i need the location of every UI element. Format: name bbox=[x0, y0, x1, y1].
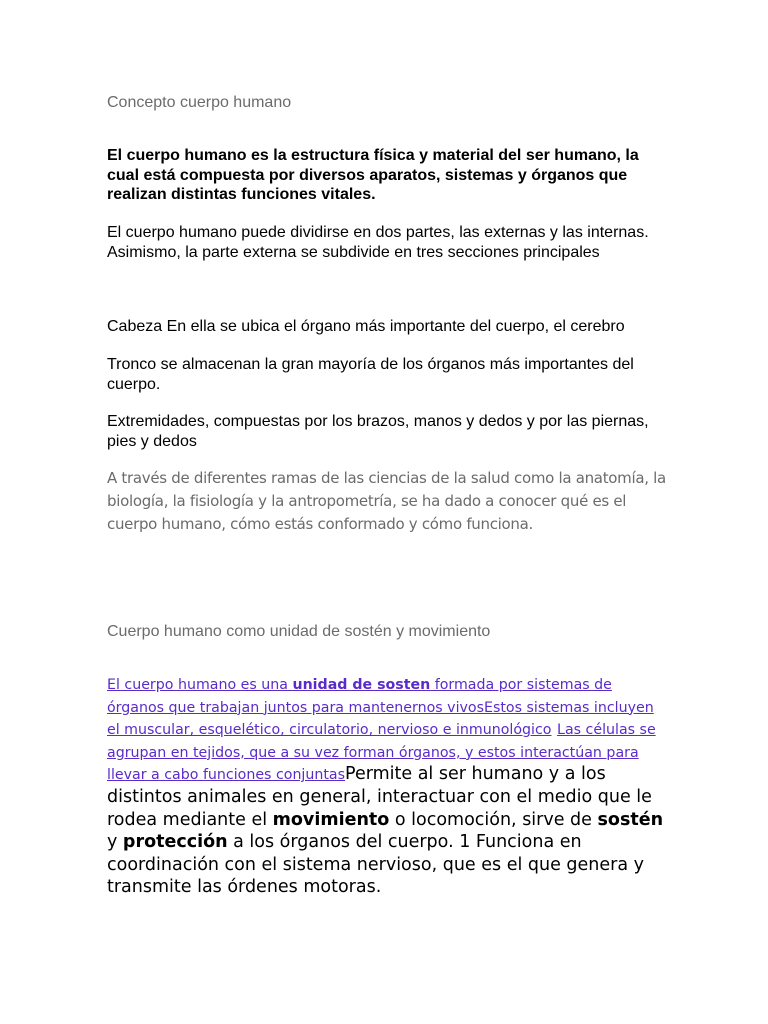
body-bold-sosten: sostén bbox=[597, 809, 664, 830]
sosten-movimiento-paragraph bbox=[107, 673, 667, 899]
body-text-a: Permite al ser humano y a los distintos animales en general, interactuar con el medio que le rodea mediante el bbox=[107, 764, 652, 830]
division-paragraph: El cuerpo humano puede dividirse en dos partes, las externas y las internas. Asimismo, la parte externa se subdivide en tres secciones principales bbox=[107, 224, 649, 261]
link-unidad-sosten-text-c: formada por sistemas de órganos que trabajan juntos para mantenernos vivos bbox=[107, 677, 612, 716]
ciencias-paragraph: A través de diferentes ramas de las ciencias de la salud como la anatomía, la biología, la fisiología y la antropometría, se ha dado a conocer qué es el cuerpo humano, cómo estás conformado y cómo funciona. bbox=[107, 469, 666, 533]
section-heading-sosten: Cuerpo humano como unidad de sostén y movimiento bbox=[107, 623, 491, 640]
link-sistemas[interactable]: Estos sistemas incluyen el muscular, esquelético, circulatorio, nervioso e inmunológico bbox=[107, 699, 654, 739]
tronco-paragraph: Tronco se almacenan la gran mayoría de los órganos más importantes del cuerpo. bbox=[107, 356, 634, 393]
body-text-c: o locomoción, sirve de bbox=[389, 809, 598, 830]
section-heading-concepto: Concepto cuerpo humano bbox=[107, 94, 292, 111]
link-celulas[interactable]: Las células se agrupan en tejidos, que a su vez forman órganos, y estos interactúan para llevar a cabo funciones conjuntas bbox=[107, 722, 656, 784]
body-bold-movimiento: movimiento bbox=[272, 809, 390, 830]
body-bold-proteccion: protección bbox=[122, 832, 228, 853]
body-text-g: a los órganos del cuerpo. 1 Funciona en coordinación con el sistema nervioso, que es el que genera y transmite las órdenes motoras. bbox=[107, 832, 644, 898]
link-unidad-sosten-bold: unidad de sosten bbox=[292, 677, 431, 693]
intro-bold-paragraph: El cuerpo humano es la estructura física y material del ser humano, la cual está compuesta por diversos aparatos, sistemas y órganos que realizan distintas funciones vitales. bbox=[107, 147, 639, 203]
extremidades-paragraph: Extremidades, compuestas por los brazos, manos y dedos y por las piernas, pies y dedos bbox=[107, 413, 649, 450]
cabeza-paragraph: Cabeza En ella se ubica el órgano más importante del cuerpo, el cerebro bbox=[107, 318, 625, 335]
link-unidad-sosten-text-a: El cuerpo humano es una bbox=[107, 677, 293, 693]
body-text-e: y bbox=[107, 832, 123, 853]
